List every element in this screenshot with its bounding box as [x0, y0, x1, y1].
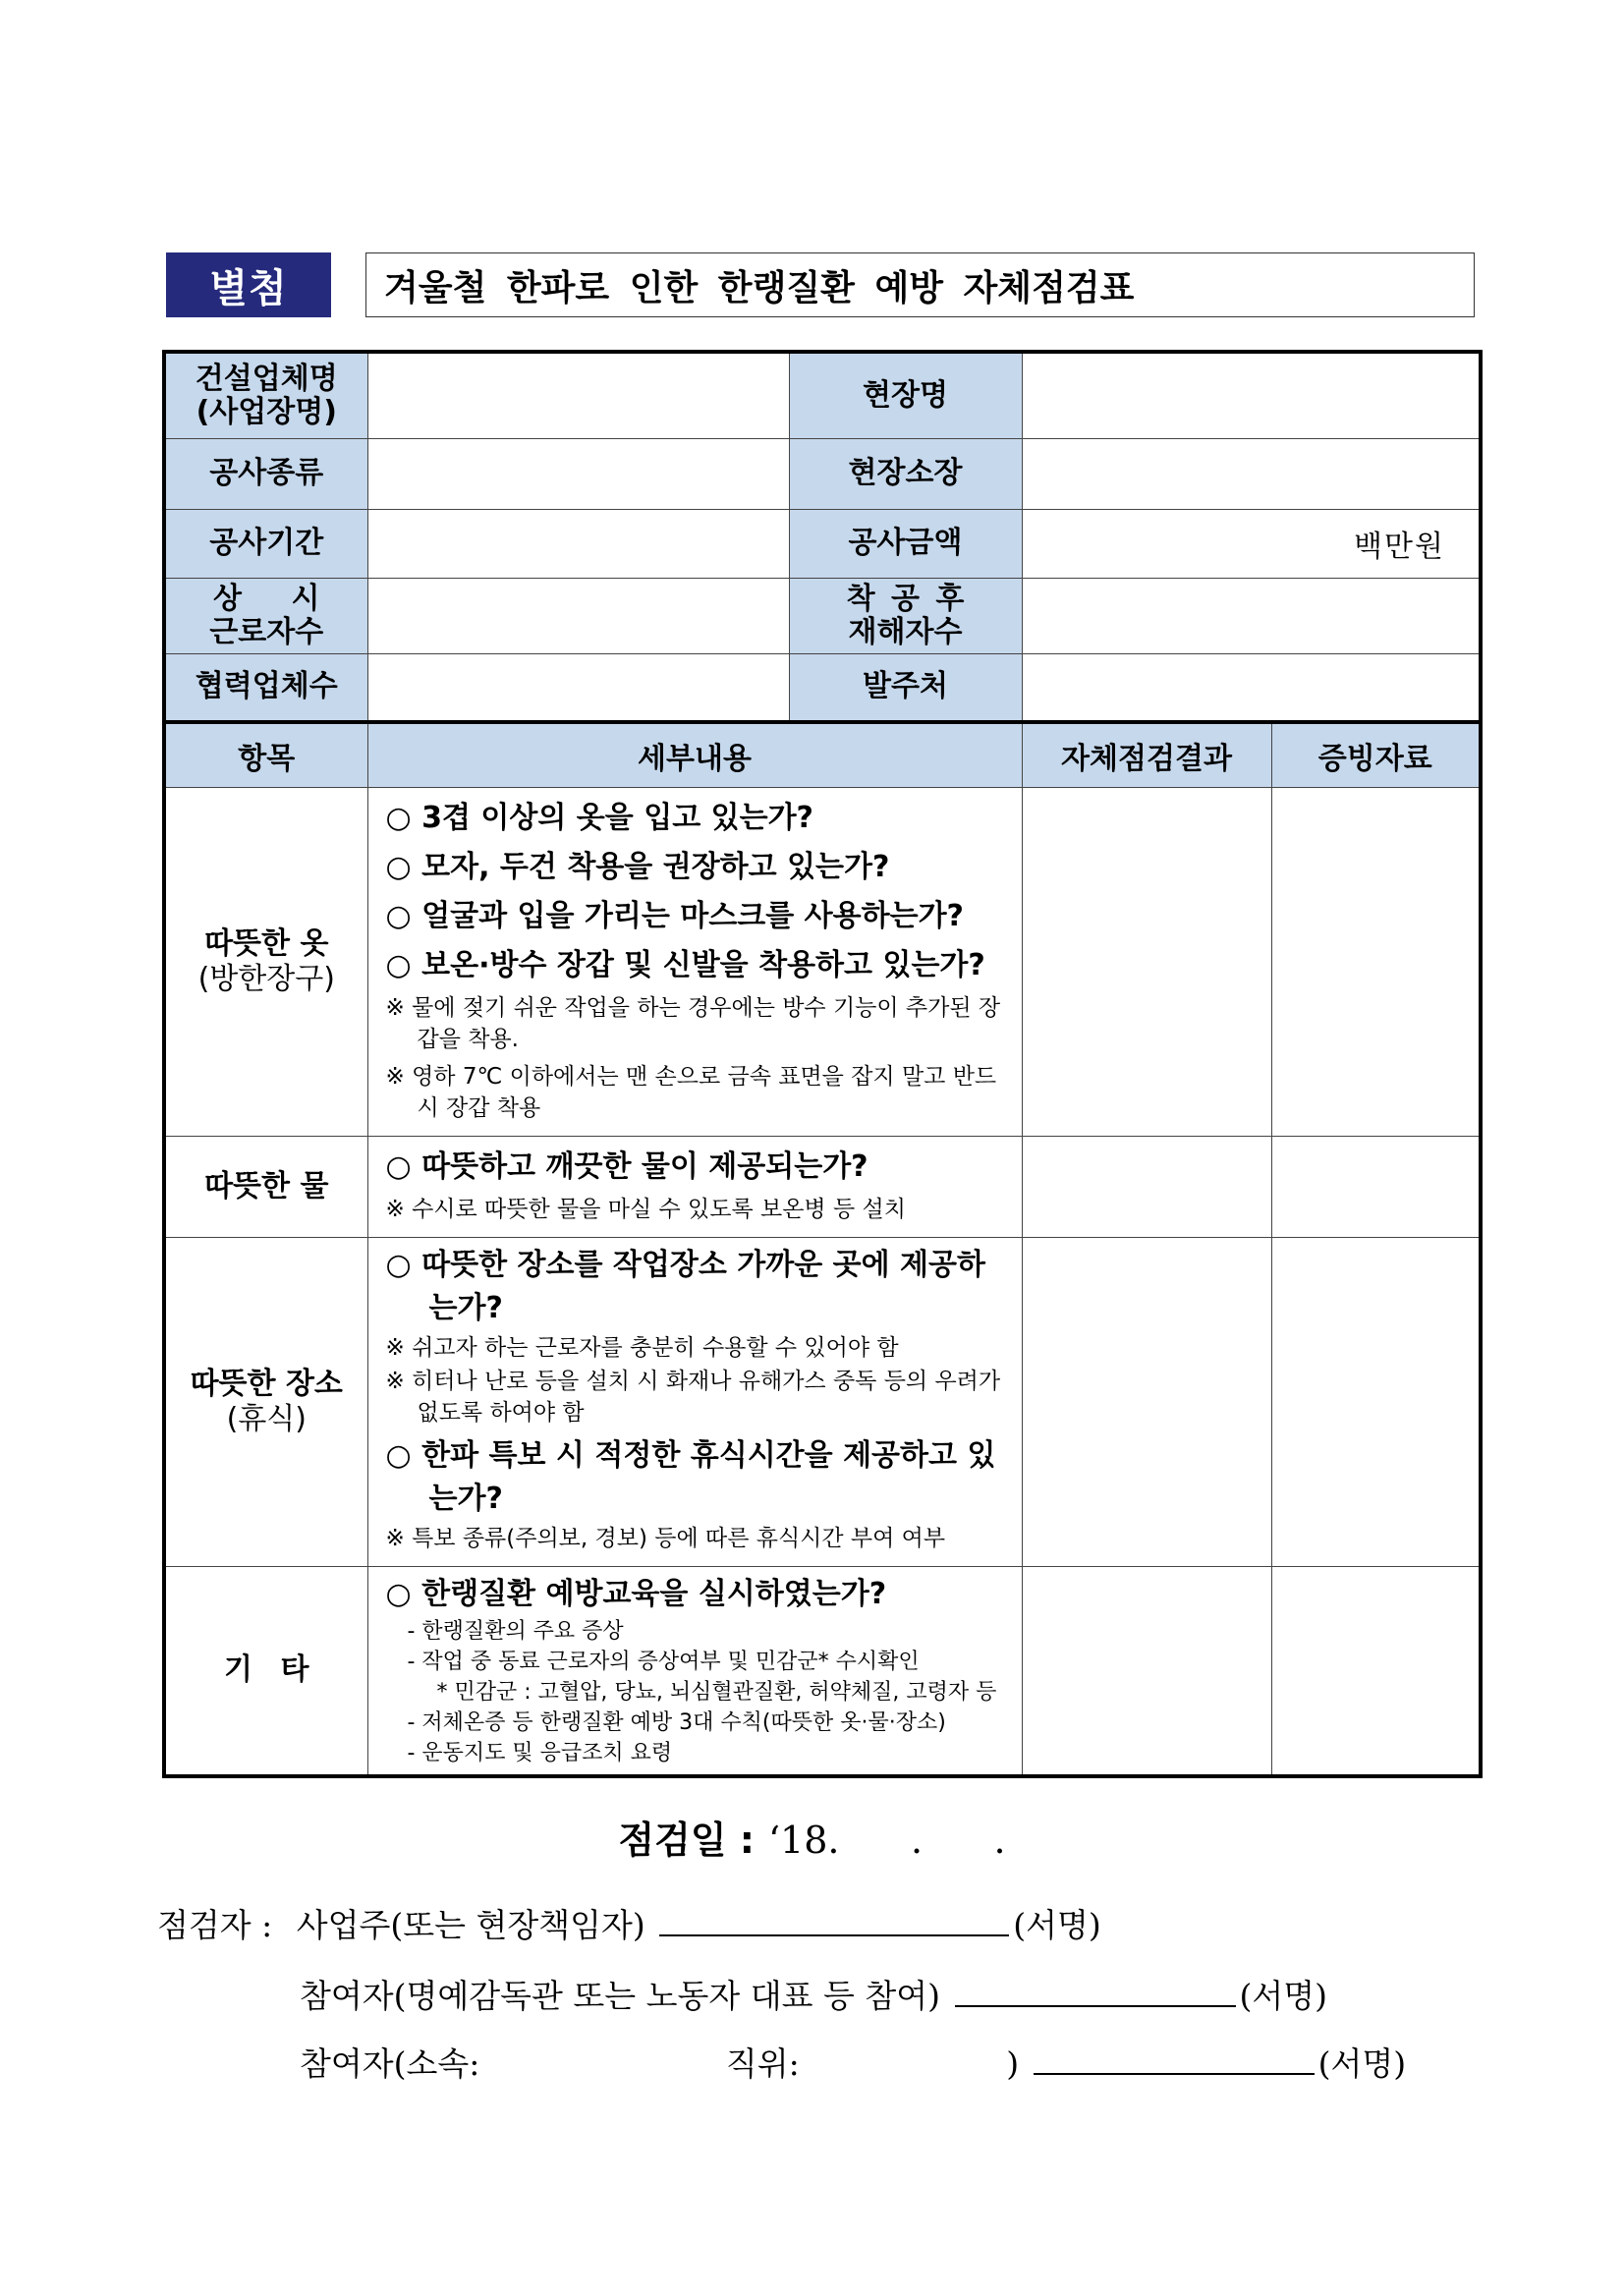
etc-title: 기 타	[164, 1566, 367, 1776]
site-manager-field[interactable]	[1022, 438, 1481, 509]
owner-signature-line[interactable]	[659, 1905, 1009, 1936]
regular-workers-field[interactable]	[367, 578, 789, 653]
company-name-field[interactable]	[367, 352, 789, 438]
construction-period-field[interactable]	[367, 509, 789, 578]
inspection-date: 점검일 : ‘18. . .	[618, 1819, 1006, 1862]
site-name-field[interactable]	[1022, 352, 1481, 438]
accident-count-label: 착 공 후 재해자수	[789, 578, 1022, 653]
site-name-label: 현장명	[789, 352, 1022, 438]
section-etc	[164, 1566, 1481, 1776]
etc-detail: ○ 한랭질환 예방교육을 실시하였는가? - 한랭질환의 주요 증상 - 작업 중 동료 근로자의 증상여부 및 민감군* 수시확인 * 민감군 : 고혈압, 당뇨, 뇌심혈관질환, 허약체질, 고령자 등 - 저체온증 등 한랭질환 예방 3대 수칙(따뜻한 옷·물·장소) - 운동지도 및 응급조치 요령	[367, 1566, 1022, 1776]
warm-clothes-evidence[interactable]	[1271, 787, 1481, 1136]
signature-participant2-row: 참여자(소속: 직위: ) (서명)	[300, 2044, 1407, 2083]
construction-period-label: 공사기간	[164, 509, 367, 578]
warm-place-result[interactable]	[1022, 1237, 1271, 1566]
site-manager-label: 현장소장	[789, 438, 1022, 509]
work-type-field[interactable]	[367, 438, 789, 509]
participant2-signature-line[interactable]	[1034, 2044, 1315, 2075]
construction-amount-field[interactable]	[1022, 509, 1481, 578]
partner-count-label: 협력업체수	[164, 653, 367, 722]
attachment-badge: 별첨	[166, 252, 331, 317]
column-result: 자체점검결과	[1022, 722, 1271, 787]
client-label: 발주처	[789, 653, 1022, 722]
warm-water-detail: ○ 따뜻하고 깨끗한 물이 제공되는가? ※ 수시로 따뜻한 물을 마실 수 있도록 보온병 등 설치	[367, 1136, 1022, 1237]
warm-clothes-detail: ○ 3겹 이상의 옷을 입고 있는가? ○ 모자, 두건 착용을 권장하고 있는가? ○ 얼굴과 입을 가리는 마스크를 사용하는가? ○ 보온·방수 장갑 및 신발을 착용하고 있는가? ※ 물에 젖기 쉬운 작업을 하는 경우에는 방수 기능이 추가된 장갑을 착용. ※ 영하 7℃ 이하에서는 맨 손으로 금속 표면을 잡지 말고 반드시 장갑 착용	[367, 787, 1022, 1136]
accident-count-field[interactable]	[1022, 578, 1481, 653]
warm-water-title: 따뜻한 물	[164, 1136, 367, 1237]
partner-count-field[interactable]	[367, 653, 789, 722]
section-warm-water	[164, 1136, 1481, 1237]
warm-clothes-result[interactable]	[1022, 787, 1271, 1136]
warm-place-detail: ○ 따뜻한 장소를 작업장소 가까운 곳에 제공하는가? ※ 쉬고자 하는 근로자를 충분히 수용할 수 있어야 함 ※ 히터나 난로 등을 설치 시 화재나 유해가스 중독 등의 우려가 없도록 하여야 함 ○ 한파 특보 시 적정한 휴식시간을 제공하고 있는가? ※ 특보 종류(주의보, 경보) 등에 따른 휴식시간 부여 여부	[367, 1237, 1022, 1566]
section-warm-clothes	[164, 787, 1481, 1136]
warm-water-result[interactable]	[1022, 1136, 1271, 1237]
info-row-period	[164, 509, 1481, 578]
company-name-label: 건설업체명 (사업장명)	[164, 352, 367, 438]
warm-water-evidence[interactable]	[1271, 1136, 1481, 1237]
column-evidence: 증빙자료	[1271, 722, 1481, 787]
work-type-label: 공사종류	[164, 438, 367, 509]
participant1-signature-line[interactable]	[955, 1976, 1236, 2007]
client-field[interactable]	[1022, 653, 1481, 722]
info-row-workers	[164, 578, 1481, 653]
info-row-work-type	[164, 438, 1481, 509]
column-header-row	[164, 722, 1481, 787]
warm-place-title: 따뜻한 장소 (휴식)	[164, 1237, 367, 1566]
etc-result[interactable]	[1022, 1566, 1271, 1776]
column-item: 항목	[164, 722, 367, 787]
warm-clothes-title: 따뜻한 옷 (방한장구)	[164, 787, 367, 1136]
info-row-partners	[164, 653, 1481, 722]
checklist-table	[162, 350, 1483, 1778]
document-title: 겨울철 한파로 인한 한랭질환 예방 자체점검표	[365, 252, 1475, 317]
etc-evidence[interactable]	[1271, 1566, 1481, 1776]
regular-workers-label: 상 시 근로자수	[164, 578, 367, 653]
signature-participant1-row: 참여자(명예감독관 또는 노동자 대표 등 참여) (서명)	[300, 1977, 1328, 2015]
inspection-date-value[interactable]: ‘18. . .	[767, 1819, 1006, 1862]
section-warm-place	[164, 1237, 1481, 1566]
column-detail: 세부내용	[367, 722, 1022, 787]
warm-place-evidence[interactable]	[1271, 1237, 1481, 1566]
signature-owner-row: 점검자 : 사업주(또는 현장책임자) (서명)	[157, 1906, 1101, 1944]
info-row-company	[164, 352, 1481, 438]
construction-amount-label: 공사금액	[789, 509, 1022, 578]
amount-unit: 백만원	[1354, 530, 1445, 564]
